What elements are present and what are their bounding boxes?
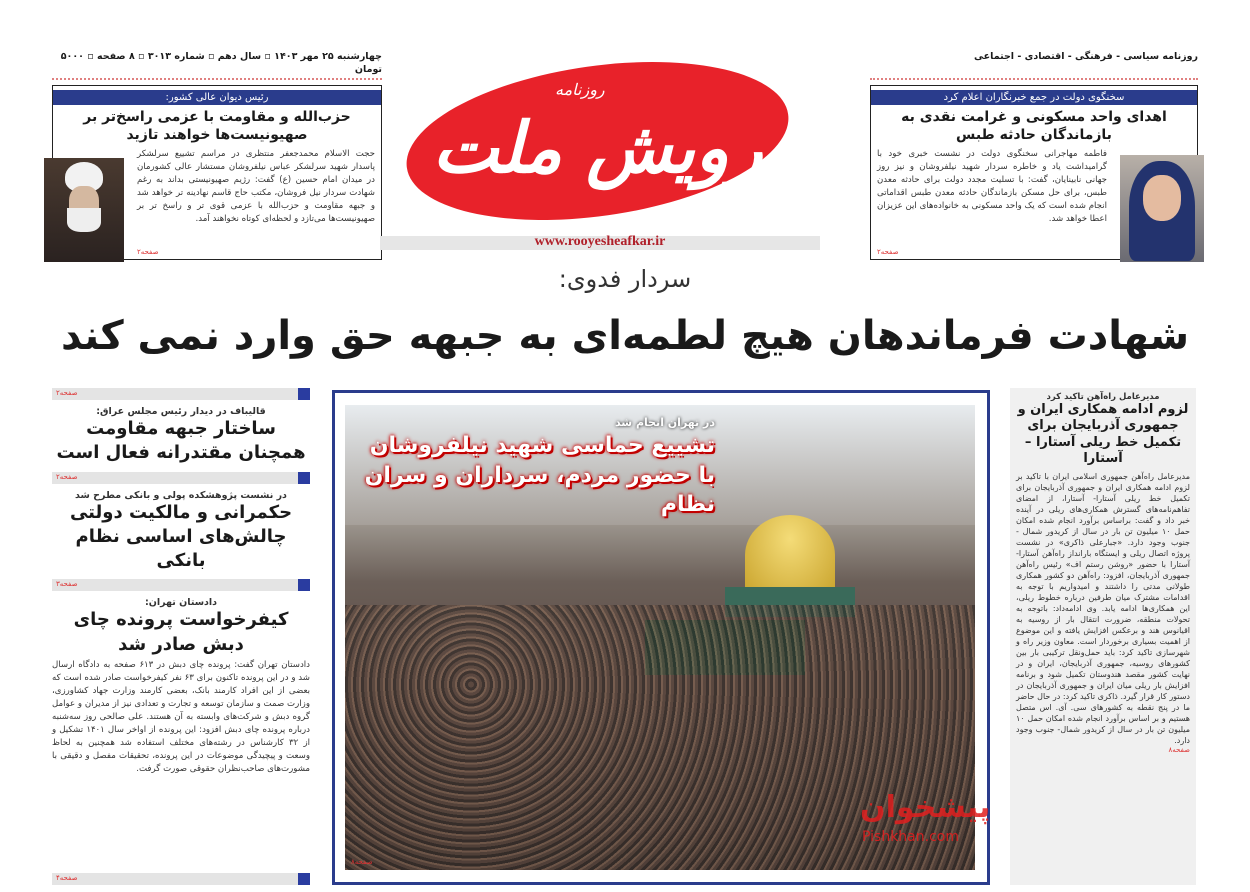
newspaper-logo[interactable]	[405, 48, 790, 238]
main-kicker: سردار فدوی:	[558, 265, 692, 293]
person-photo	[1120, 155, 1204, 262]
tagline: روزنامه سیاسی - فرهنگی - اقتصادی - اجتماعی	[974, 51, 1198, 62]
kicker: قالیباف در دیدار رئیس مجلس عراق:	[96, 406, 266, 417]
divider	[870, 78, 1198, 80]
headline[interactable]: حزب‌الله و مقاومت با عزمی راسخ‌تر بر صهیونیست‌ها خواهند تازید	[83, 109, 351, 144]
headline[interactable]: لزوم ادامه همکاری ایران و جمهوری آذربایجان برای تکمیل خط ریلی آستارا – آستارا	[1017, 402, 1189, 466]
kicker: سخنگوی دولت در جمع خبرنگاران اعلام کرد	[871, 90, 1197, 105]
page-ref[interactable]: صفحه۸	[351, 858, 373, 866]
issue-info: چهارشنبه ۲۵ مهر ۱۴۰۳ ▫ سال دهم ▫ شماره ۳۰۱۳ ▫ ۸ صفحه ▫ ۵۰۰۰ تومان	[60, 51, 382, 75]
page-ref[interactable]: صفحه۲	[56, 389, 78, 397]
page-ref[interactable]: صفحه۸	[1168, 746, 1190, 754]
story-body: دادستان تهران گفت: پرونده چای دبش در ۶۱۳ صفحه به دادگاه ارسال شد و در این پرونده تاکنون برای ۶۳ نفر کیفرخواست صادر شده است که بعضی از این افراد کارمند بانک، بعضی کارمند وزارت جهاد کشاورزی، وزارت صمت و سازمان توسعه و تجارت و تعدادی نیز از مدیران و عوامل گروه دبش و شرکت‌های وابسته به آن هستند. علی صالحی روز سه‌شنبه درباره پرونده چای دبش افزود: این پرونده از اواخر سال ۱۴۰۱ تشکیل و از ۳۲ کارشناس در رشته‌های مختلف استفاده شد همچنین به لحاظ وسعت و پیچیدگی موضوعات در این پرونده، تحقیقات مفصل و دقیقی با مشورت‌های صاحب‌نظران حقوقی صورت گرفت.	[52, 660, 310, 775]
kicker: در نشست پژوهشکده پولی و بانکی مطرح شد	[75, 489, 287, 501]
section-bar	[52, 472, 310, 484]
left-column	[52, 388, 310, 885]
page-ref[interactable]: صفحه۲	[137, 248, 159, 256]
headline[interactable]: اهدای واحد مسکونی و غرامت نقدی به بازماندگان حادثه طبس	[901, 109, 1167, 144]
kicker: مدیرعامل راه‌آهن تاکید کرد	[1046, 392, 1160, 402]
headline[interactable]: حکمرانی و مالکیت دولتی چالش‌های اساسی نظام بانکی	[69, 501, 293, 572]
page-ref[interactable]: صفحه۳	[56, 580, 78, 589]
story-body: فاطمه مهاجرانی سخنگوی دولت در نشست خبری خود با گرامیداشت یاد و خاطره سردار شهید نیلفروشان و نیز روز جهانی نابینایان، گفت: با تسلیت مجدد دولت برای حادثه معدن طبس، برای حل مسکن بازماندگان حادثه معدن طبس اقداماتی انجام شده است که یک واحد مسکونی به خانواده‌های این عزیزان اعطا خواهد شد.	[877, 149, 1107, 224]
kicker: رئیس دیوان عالی کشور:	[53, 90, 381, 105]
section-bar	[52, 873, 310, 885]
story-body: حجت الاسلام محمدجعفر منتظری در مراسم تشییع سرلشکر پاسدار شهید سرلشکر عباس نیلفروشان مستشار عالی کشورمان در میدان امام حسین (ع) گفت: رژیم صهیونیستی بداند به رغم شهادت سردار نیل فروشان، مکتب حاج قاسم نهادینه تر خواهد شد و جبهه مقاومت و حزب‌الله با عزمی قوی تر و راسخ تر بر صهیونیست‌ها می‌تازد و لحظه‌ای کوتاه نخواهند آمد.	[137, 149, 375, 224]
section-bar	[52, 579, 310, 591]
watermark-url: Pishkhan.com	[862, 829, 959, 845]
section-bar	[52, 388, 310, 400]
logo-small: روزنامه	[555, 80, 605, 99]
page-ref[interactable]: صفحه۲	[56, 472, 78, 481]
divider	[52, 78, 382, 80]
person-photo	[44, 158, 124, 262]
page-ref[interactable]: صفحه۴	[56, 874, 78, 882]
headline[interactable]: ساختار جبهه مقاومت همچنان مقتدرانه فعال است	[56, 418, 306, 464]
main-headline[interactable]: شهادت فرماندهان هیچ لطمه‌ای به جبهه حق وارد نمی کند	[60, 313, 1190, 359]
headline[interactable]: کیفرخواست پرونده چای دبش صادر شد	[73, 609, 289, 655]
logo-text: رویش ملت	[432, 106, 763, 189]
photo-kicker: در تهران انجام شد	[614, 416, 715, 429]
golden-dome	[745, 515, 835, 595]
website-url[interactable]: www.rooyesheafkar.ir	[534, 234, 666, 249]
photo-headline-1: تشییع حماسی شهید نیلفروشان	[369, 433, 715, 458]
watermark-logo: پیشخوان	[860, 790, 991, 825]
kicker: دادستان تهران:	[144, 597, 218, 609]
page-ref[interactable]: صفحه۲	[877, 248, 899, 256]
story-body: مدیرعامل راه‌آهن جمهوری اسلامی ایران با تاکید بر لزوم ادامه همکاری ایران و جمهوری آذربایجان برای تکمیل خط ریلی آستارا- آستارا، از امضای تفاهم‌نامه‌های گسترش همکاری‌های ریلی در آینده خبر داد و گفت: براساس برآورد انجام شده امکان حمل ۱۰ میلیون تن بار در سال از کریدور شمال - جنوب وجود دارد. «جبارعلی ذاکری» در نشست پروژه اتصال ریلی و ایستگاه بارانداز راه‌آهن آستارا- آستارا با حضور «روشن رستم اف» رئیس راه‌آهن جمهوری آذربایجان، افزود: راه‌آهن دو کشور همکاری طولانی مدتی را داشتند و امیدواریم با توجه به اقدامات مشترک میان طرفین درباره خطوط ریلی، این همکاری‌ها ادامه یابد. وی ادامه‌داد: باتوجه به تحولات منطقه، ضرورت انتقال بار از روسیه به اقیانوس هند و برعکس افزایش یافته و این موضوع از اهمیت بسیاری برخوردار است. معاون وزیر راه و شهرسازی تاکید کرد: باید حمل‌ونقل ترکیبی بار بین کشورهای روسیه، جمهوری آذربایجان، ایران و در نهایت کشور مقصد هندوستان تکمیل شود و برنامه افزایش بار ریلی میان ایران و جمهوری آذربایجان در دستور کار قرار گیرد. ذاکری تاکید کرد: در حال حاضر ما در پنج نقطه به کشورهای سی. آی. اس متصل هستیم و بر اساس برآورد انجام شده امکان حمل ۱۰ میلیون تن بار در سال از کریدور شمال- جنوب وجود دارد.	[1016, 472, 1190, 745]
photo-headline-2: با حضور مردم، سرداران و سران نظام	[364, 462, 715, 518]
right-column	[1010, 388, 1196, 885]
